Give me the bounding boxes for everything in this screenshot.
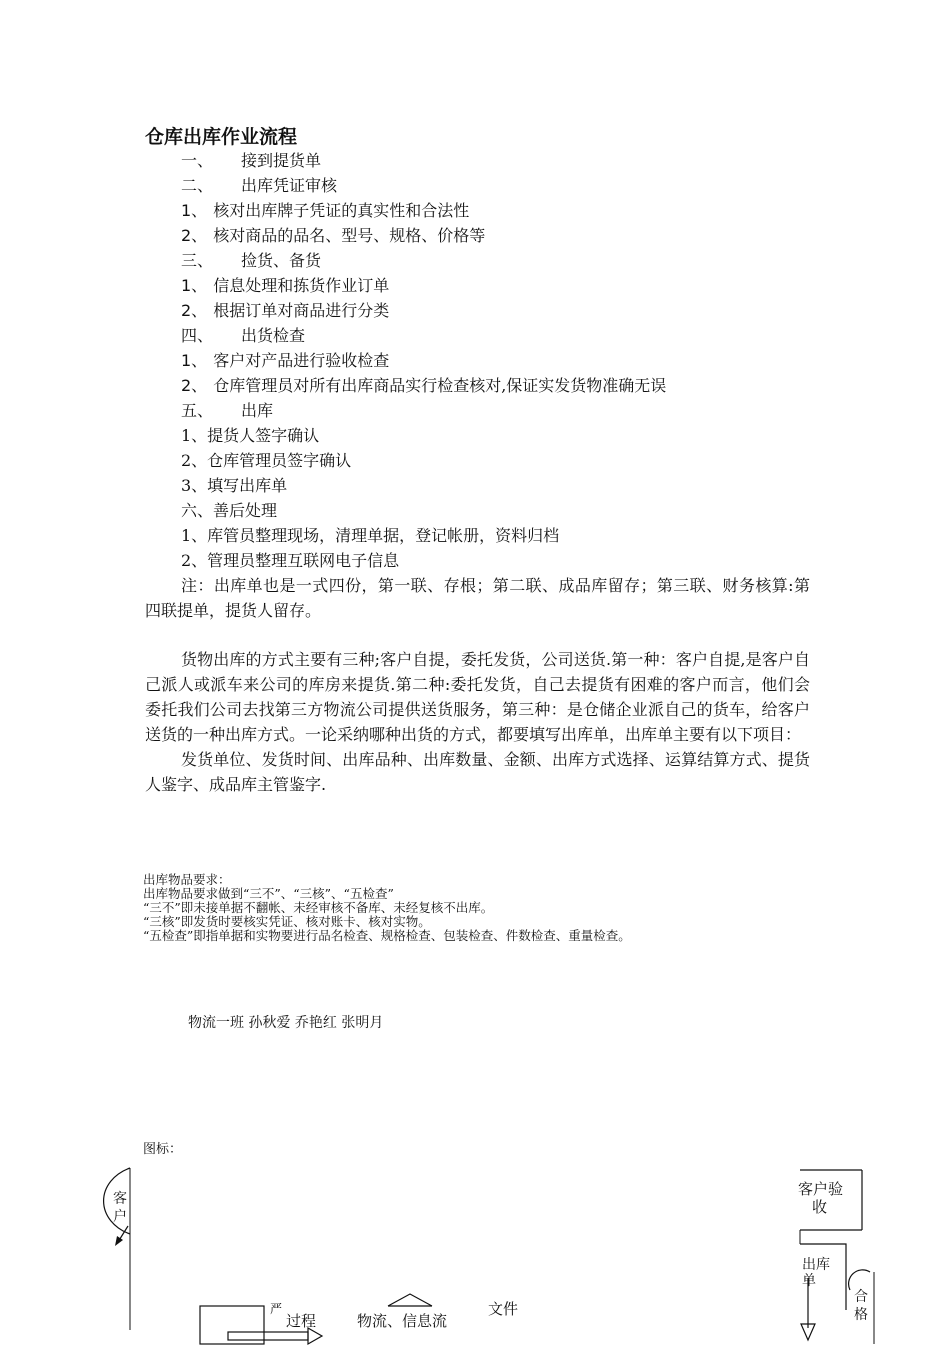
outline-item-number: 2、 (181, 376, 208, 395)
outline-item (145, 323, 815, 348)
outline-item-number: 2、 (181, 226, 208, 245)
authors: 物流一班 孙秋爱 乔艳红 张明月 (188, 1015, 384, 1031)
legend-label: 图标： (143, 1142, 183, 1157)
outline-item (145, 223, 815, 248)
outline-item-text: 1、提货人签字确认 (181, 426, 320, 445)
customer-label-bottom: 户 (113, 1209, 127, 1225)
requirements-heading: 出库物品要求： (143, 872, 231, 887)
legend-flow-label: 物流、信息流 (357, 1312, 448, 1330)
outline-item-text: 出库 (241, 401, 274, 420)
legend-process-label: 过程 (286, 1312, 317, 1330)
outline-item (145, 173, 815, 198)
outline-item (145, 423, 815, 448)
body-paragraphs (145, 647, 810, 797)
outline-item (145, 523, 815, 548)
outline-item (145, 348, 815, 373)
outline-item-text: 核对商品的品名、型号、规格、价格等 (213, 226, 486, 245)
requirements-line: “五检查”即指单据和实物要进行品名检查、规格检查、包装检查、件数检查、重量检查。 (143, 928, 631, 943)
requirements-line: “三核”即发货时要核实凭证、核对账卡、核对实物。 (143, 914, 431, 929)
outline-item-number: 1、 (181, 276, 208, 295)
requirements-block (143, 873, 803, 943)
legend-doc-shape (388, 1294, 432, 1306)
legend-flow-arrow-body (228, 1332, 308, 1340)
outline-item-text: 仓库管理员对所有出库商品实行检查核对,保证实发货物准确无误 (213, 376, 667, 395)
outline-item-text: 1、库管员整理现场，清理单据，登记帐册，资料归档 (181, 526, 560, 545)
legend-doc-label: 文件 (488, 1300, 519, 1318)
outline-item-text: 2、仓库管理员签字确认 (181, 451, 352, 470)
qualify-label-bottom: 格 (854, 1307, 868, 1323)
out-doc-label-bottom: 单 (802, 1273, 816, 1289)
body-paragraph: 货物出库的方式主要有三种;客户自提，委托发货，公司送货.第一种：客户自提,是客户自己派人或派车来公司的库房来提货.第二种:委托发货，自己去提货有困难的客户而言，他们会委托我们公司去找第三方物流公司提供送货服务，第三种：是仓储企业派自己的货车，给客户送货的一种出库方式。一论采纳哪种出货的方式，都要填写出库单，出库单主要有以下项目： (145, 650, 810, 744)
outline-item-text: 六、善后处理 (181, 501, 278, 520)
outline-item-number: 一、 (181, 151, 214, 170)
note-text: 注：出库单也是一式四份，第一联、存根；第二联、成品库留存；第三联、财务核算:第四联提单，提货人留存。 (145, 576, 810, 620)
outline-item-text: 核对出库牌子凭证的真实性和合法性 (213, 201, 470, 220)
outline-item (145, 248, 815, 273)
outline-item (145, 473, 815, 498)
legend-process-shape (200, 1306, 264, 1344)
note-paragraph (145, 573, 810, 623)
customer-arrow-head (115, 1236, 123, 1246)
outline-item (145, 148, 815, 173)
outline-item-number: 四、 (181, 326, 214, 345)
out-doc-label-top: 出库 (802, 1257, 830, 1273)
outline-item-number: 二、 (181, 176, 214, 195)
outline-item (145, 273, 815, 298)
outline-item (145, 373, 815, 398)
outline-item-text: 信息处理和拣货作业订单 (213, 276, 390, 295)
verify-label-top: 客户验 (798, 1180, 844, 1198)
outline-item (145, 298, 815, 323)
outline-item-text: 3、填写出库单 (181, 476, 288, 495)
doc-title: 仓库出库作业流程 (145, 126, 298, 148)
requirements-line: “三不”即未接单据不翻帐、未经审核不备库、未经复核不出库。 (143, 900, 494, 915)
requirements-line: 出库物品要求做到“三不”、“三核”、“五检查” (143, 886, 394, 901)
qualify-label-top: 合 (854, 1289, 868, 1305)
outline-item-number: 2、 (181, 301, 208, 320)
outline-item (145, 548, 815, 573)
partial-label: 严 (270, 1302, 283, 1316)
outline-item-number: 五、 (181, 401, 214, 420)
outline-item-text: 捡货、备货 (241, 251, 322, 270)
outline-item (145, 398, 815, 423)
outline-item-text: 2、管理员整理互联网电子信息 (181, 551, 400, 570)
outline-item-number: 三、 (181, 251, 214, 270)
outline-item-text: 出货检查 (241, 326, 306, 345)
outline-item-number: 1、 (181, 351, 208, 370)
outline-item (145, 198, 815, 223)
verify-label-bottom: 收 (812, 1198, 828, 1216)
outline-item-text: 出库凭证审核 (241, 176, 338, 195)
flow-diagram-fragment (0, 1160, 950, 1344)
outline-item (145, 448, 815, 473)
outline-list (145, 148, 815, 573)
customer-label-top: 客 (113, 1191, 127, 1207)
body-paragraph: 发货单位、发货时间、出库品种、出库数量、金额、出库方式选择、运算结算方式、提货人鉴字、成品库主管鉴字. (145, 750, 810, 794)
outline-item-text: 接到提货单 (241, 151, 322, 170)
outline-item (145, 498, 815, 523)
outline-item-text: 根据订单对商品进行分类 (213, 301, 390, 320)
outline-item-text: 客户对产品进行验收检查 (213, 351, 390, 370)
outline-item-number: 1、 (181, 201, 208, 220)
